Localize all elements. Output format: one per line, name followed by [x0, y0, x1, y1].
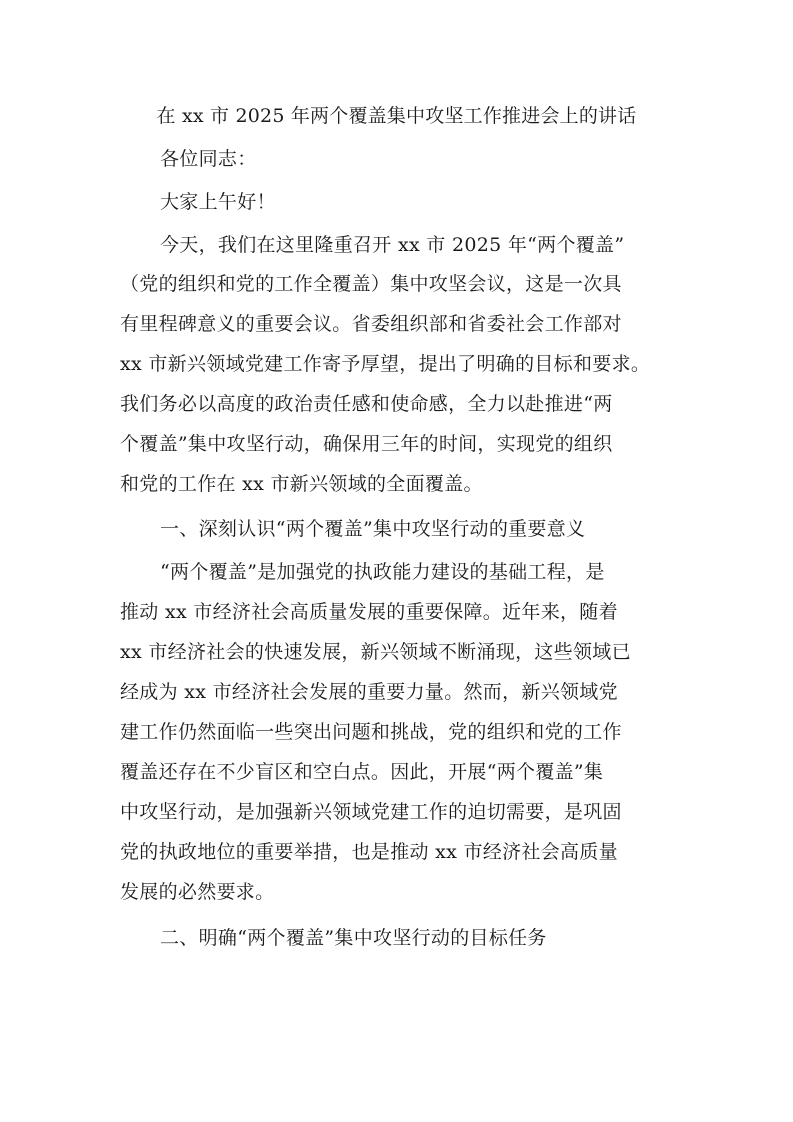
section-heading-2: 二、明确“两个覆盖”集中攻坚行动的目标任务 [160, 927, 547, 949]
paragraph-line: 党的执政地位的重要举措，也是推动 xx 市经济社会高质量 [120, 841, 618, 863]
paragraph-line: 和党的工作在 xx 市新兴领域的全面覆盖。 [120, 473, 483, 495]
paragraph-line: 经成为 xx 市经济社会发展的重要力量。然而，新兴领域党 [120, 681, 618, 703]
paragraph-line: 个覆盖”集中攻坚行动，确保用三年的时间，实现党的组织 [120, 433, 613, 455]
paragraph-line: 建工作仍然面临一些突出问题和挑战，党的组织和党的工作 [120, 721, 622, 743]
paragraph-line: 今天，我们在这里隆重召开 xx 市 2025 年“两个覆盖” [160, 234, 625, 256]
paragraph-line: 发展的必然要求。 [120, 881, 275, 903]
paragraph-line: xx 市经济社会的快速发展，新兴领域不断涌现，这些领域已 [120, 641, 631, 663]
salutation: 各位同志： [160, 148, 257, 170]
greeting: 大家上午好！ [160, 191, 276, 213]
paragraph-line: （党的组织和党的工作全覆盖）集中攻坚会议，这是一次具 [120, 273, 622, 295]
section-heading-1: 一、深刻认识“两个覆盖”集中攻坚行动的重要意义 [160, 518, 586, 540]
paragraph-line: 有里程碑意义的重要会议。省委组织部和省委社会工作部对 [120, 313, 622, 335]
paragraph-line: “两个覆盖”是加强党的执政能力建设的基础工程，是 [160, 561, 605, 583]
document-title: 在 xx 市 2025 年两个覆盖集中攻坚工作推进会上的讲话 [156, 105, 637, 127]
paragraph-line: xx 市新兴领域党建工作寄予厚望，提出了明确的目标和要求。 [120, 353, 651, 375]
paragraph-line: 覆盖还存在不少盲区和空白点。因此，开展“两个覆盖”集 [120, 761, 604, 783]
paragraph-line: 推动 xx 市经济社会高质量发展的重要保障。近年来，随着 [120, 601, 618, 623]
paragraph-line: 我们务必以高度的政治责任感和使命感，全力以赴推进“两 [120, 393, 613, 415]
paragraph-line: 中攻坚行动，是加强新兴领域党建工作的迫切需要，是巩固 [120, 801, 622, 823]
